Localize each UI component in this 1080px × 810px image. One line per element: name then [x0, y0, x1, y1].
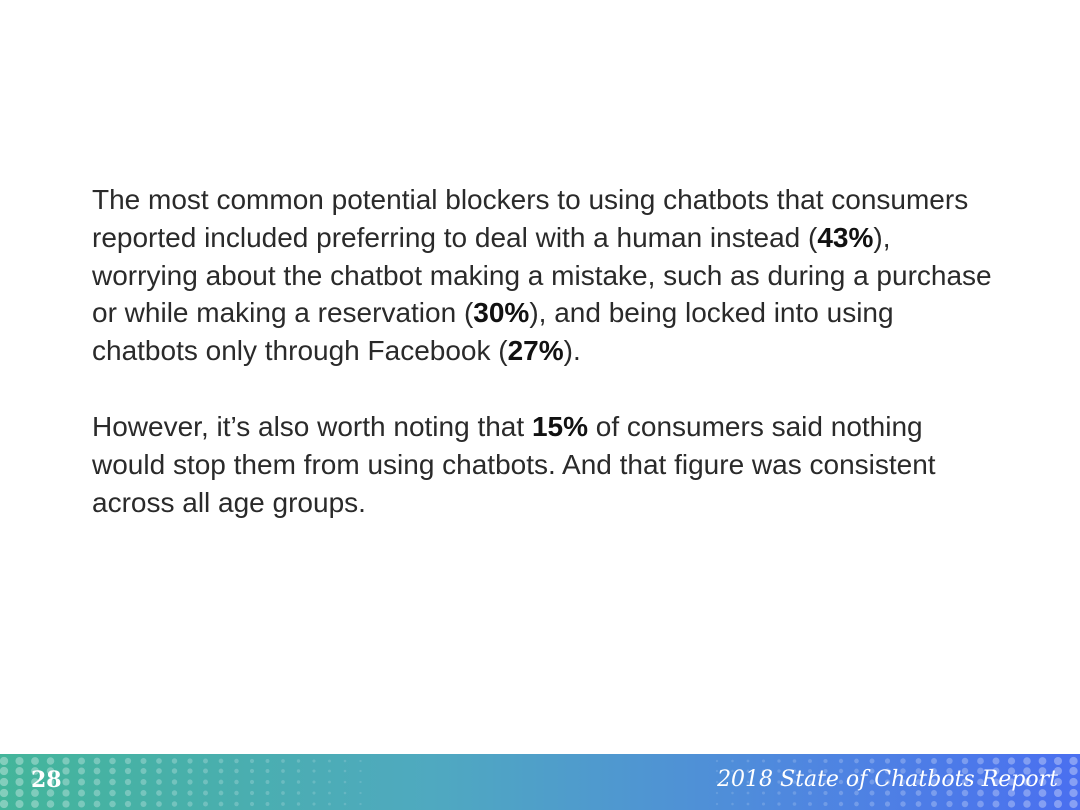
decorative-dot: [15, 789, 23, 797]
decorative-dot: [31, 800, 39, 808]
decorative-dot: [203, 769, 208, 774]
decorative-dot: [1069, 757, 1077, 765]
paragraph-text: ), worrying about the chatbot making a mistake, such as during a purchase or while making a reservation (: [92, 221, 992, 329]
decorative-dot: [156, 779, 162, 785]
decorative-dot: [793, 759, 797, 763]
decorative-dot: [0, 767, 8, 775]
decorative-dot: [0, 757, 8, 765]
decorative-dot: [962, 758, 968, 764]
decorative-dot: [172, 801, 177, 806]
decorative-dot: [141, 758, 147, 764]
decorative-dot: [125, 768, 131, 774]
decorative-dot: [109, 758, 116, 765]
decorative-dot: [747, 760, 750, 763]
decorative-dot: [47, 800, 55, 808]
decorative-dot: [839, 759, 843, 763]
decorative-dot: [1069, 789, 1077, 797]
decorative-dot: [977, 758, 984, 765]
decorative-dot: [297, 802, 300, 805]
decorative-dot: [993, 801, 1000, 808]
decorative-dot: [78, 778, 85, 785]
decorative-dot: [234, 802, 238, 806]
decorative-dot: [885, 758, 890, 763]
decorative-dot: [839, 802, 843, 806]
decorative-dot: [281, 802, 285, 806]
decorative-dot: [1069, 778, 1077, 786]
decorative-dot: [281, 791, 285, 795]
decorative-dot: [187, 758, 192, 763]
decorative-dot: [916, 758, 922, 764]
decorative-dot: [1008, 757, 1015, 764]
decorative-dot: [312, 769, 315, 772]
decorative-dot: [762, 759, 765, 762]
decorative-dot: [203, 791, 208, 796]
decorative-dot: [344, 781, 347, 784]
decorative-dot: [156, 790, 162, 796]
decorative-dot: [854, 759, 859, 764]
decorative-dot: [0, 778, 8, 786]
decorative-dot: [716, 803, 718, 805]
decorative-dot: [281, 769, 285, 773]
decorative-dot: [234, 759, 238, 763]
decorative-dot: [946, 758, 952, 764]
stat-facebook-lockin: 27%: [507, 335, 564, 367]
decorative-dot: [359, 770, 361, 772]
decorative-dot: [854, 802, 859, 807]
decorative-dot: [94, 758, 101, 765]
body-text: [92, 181, 992, 559]
decorative-dot: [344, 792, 347, 795]
decorative-dot: [187, 779, 192, 784]
decorative-dot: [344, 770, 347, 773]
decorative-dot: [250, 769, 254, 773]
decorative-dot: [946, 801, 952, 807]
decorative-dot: [78, 789, 85, 796]
decorative-dot: [328, 770, 331, 773]
decorative-dot: [62, 778, 69, 785]
decorative-dot: [1054, 800, 1062, 808]
decorative-dot: [344, 803, 347, 806]
decorative-dot: [359, 792, 361, 794]
decorative-dot: [359, 803, 361, 805]
decorative-dot: [234, 791, 238, 795]
decorative-dot: [15, 778, 23, 786]
decorative-dot: [1039, 757, 1047, 765]
decorative-dot: [312, 802, 315, 805]
decorative-dot: [219, 769, 224, 774]
decorative-dot: [328, 781, 331, 784]
decorative-dot: [31, 757, 39, 765]
decorative-dot: [870, 759, 875, 764]
decorative-dot: [297, 759, 300, 762]
decorative-dot: [1054, 757, 1062, 765]
decorative-dot: [125, 801, 131, 807]
decorative-dot: [125, 779, 131, 785]
decorative-dot: [250, 791, 254, 795]
decorative-dot: [312, 759, 315, 762]
decorative-dot: [808, 802, 812, 806]
decorative-dot: [125, 758, 131, 764]
decorative-dot: [15, 800, 23, 808]
decorative-dot: [94, 768, 101, 775]
decorative-dot: [977, 801, 984, 808]
footer-bar: [0, 754, 1080, 810]
decorative-dot: [900, 758, 905, 763]
decorative-dot: [203, 759, 208, 764]
stat-human-preference: 43%: [817, 221, 874, 253]
decorative-dot: [808, 759, 812, 763]
decorative-dot: [870, 802, 875, 807]
decorative-dot: [1069, 767, 1077, 775]
decorative-dot: [716, 760, 718, 762]
decorative-dot: [156, 801, 162, 807]
decorative-dot: [0, 800, 8, 808]
paragraph-blockers: [92, 181, 992, 370]
decorative-dot: [777, 759, 780, 762]
decorative-dot: [1039, 800, 1047, 808]
paragraph-text: However, it’s also worth noting that: [92, 410, 532, 442]
paragraph-nothing-stops: [92, 408, 992, 521]
decorative-dot: [156, 758, 162, 764]
stat-mistake-worry: 30%: [473, 297, 530, 329]
decorative-dot: [250, 780, 254, 784]
decorative-dot: [1023, 800, 1031, 808]
decorative-dot: [328, 792, 331, 795]
decorative-dot: [344, 760, 347, 763]
decorative-dot: [250, 759, 254, 763]
decorative-dot: [15, 767, 23, 775]
paragraph-text: ), and being locked into using chatbots only through Facebook (: [92, 297, 894, 367]
decorative-dot: [172, 768, 177, 773]
decorative-dot: [1023, 757, 1031, 765]
decorative-dot: [266, 759, 270, 763]
decorative-dot: [234, 780, 238, 784]
decorative-dot: [94, 779, 101, 786]
decorative-dot: [141, 779, 147, 785]
decorative-dot: [172, 790, 177, 795]
decorative-dot: [747, 803, 750, 806]
decorative-dot: [172, 779, 177, 784]
decorative-dot: [187, 801, 192, 806]
decorative-dot: [993, 758, 1000, 765]
decorative-dot: [62, 757, 69, 764]
decorative-dot: [1008, 800, 1015, 807]
decorative-dot: [777, 802, 780, 805]
decorative-dot: [172, 758, 177, 763]
decorative-dot: [823, 759, 827, 763]
decorative-dot: [297, 780, 300, 783]
decorative-dot: [109, 779, 116, 786]
decorative-dot: [47, 757, 55, 765]
decorative-dot: [187, 768, 192, 773]
decorative-dot: [885, 801, 890, 806]
decorative-dot: [297, 791, 300, 794]
decorative-dot: [900, 801, 905, 806]
decorative-dot: [297, 769, 300, 772]
decorative-dot: [203, 780, 208, 785]
decorative-dot: [94, 790, 101, 797]
decorative-dot: [0, 789, 8, 797]
decorative-dot: [281, 780, 285, 784]
decorative-dot: [281, 759, 285, 763]
decorative-dot: [312, 780, 315, 783]
decorative-dot: [266, 769, 270, 773]
stat-nothing-stops: 15%: [531, 410, 588, 442]
decorative-dot: [156, 768, 162, 774]
decorative-dot: [78, 767, 85, 774]
decorative-dot: [731, 760, 734, 763]
decorative-dot: [62, 800, 69, 807]
paragraph-text: of consumers said nothing would stop them from using chatbots. And that figure was consistent across all age groups.: [92, 410, 936, 518]
decorative-dot: [931, 758, 937, 764]
decorative-dot: [141, 768, 147, 774]
paragraph-text: The most common potential blockers to using chatbots that consumers reported included preferring to deal with a human instead (: [92, 184, 969, 253]
decorative-dot: [328, 803, 331, 806]
decorative-dot: [125, 790, 131, 796]
decorative-dot: [250, 802, 254, 806]
decorative-dot: [15, 757, 23, 765]
decorative-dot: [141, 790, 147, 796]
decorative-dot: [219, 791, 224, 796]
decorative-dot: [266, 791, 270, 795]
decorative-dot: [328, 760, 331, 763]
decorative-dot: [109, 801, 116, 808]
page-number: 28: [31, 767, 62, 793]
decorative-dot: [94, 801, 101, 808]
decorative-dot: [219, 780, 224, 785]
decorative-dot: [823, 802, 827, 806]
decorative-dot: [62, 789, 69, 796]
decorative-dot: [266, 802, 270, 806]
decorative-dot: [109, 790, 116, 797]
decorative-dot: [203, 802, 208, 807]
decorative-dot: [266, 780, 270, 784]
decorative-dot: [762, 802, 765, 805]
decorative-dot: [793, 802, 797, 806]
decorative-dot: [234, 769, 238, 773]
decorative-dot: [109, 768, 116, 775]
decorative-dot: [1069, 800, 1077, 808]
decorative-dot: [62, 767, 69, 774]
decorative-dot: [219, 802, 224, 807]
paragraph-text: ).: [563, 335, 581, 367]
decorative-dot: [962, 801, 968, 807]
decorative-dot: [931, 801, 937, 807]
decorative-dot: [219, 759, 224, 764]
decorative-dot: [359, 760, 361, 762]
decorative-dot: [916, 801, 922, 807]
decorative-dot: [359, 781, 361, 783]
decorative-dot: [78, 800, 85, 807]
decorative-dot: [731, 803, 734, 806]
decorative-dot: [141, 801, 147, 807]
decorative-dot: [187, 790, 192, 795]
decorative-dot: [312, 791, 315, 794]
report-title: 2018 State of Chatbots Report: [717, 767, 1058, 792]
decorative-dot: [78, 757, 85, 764]
